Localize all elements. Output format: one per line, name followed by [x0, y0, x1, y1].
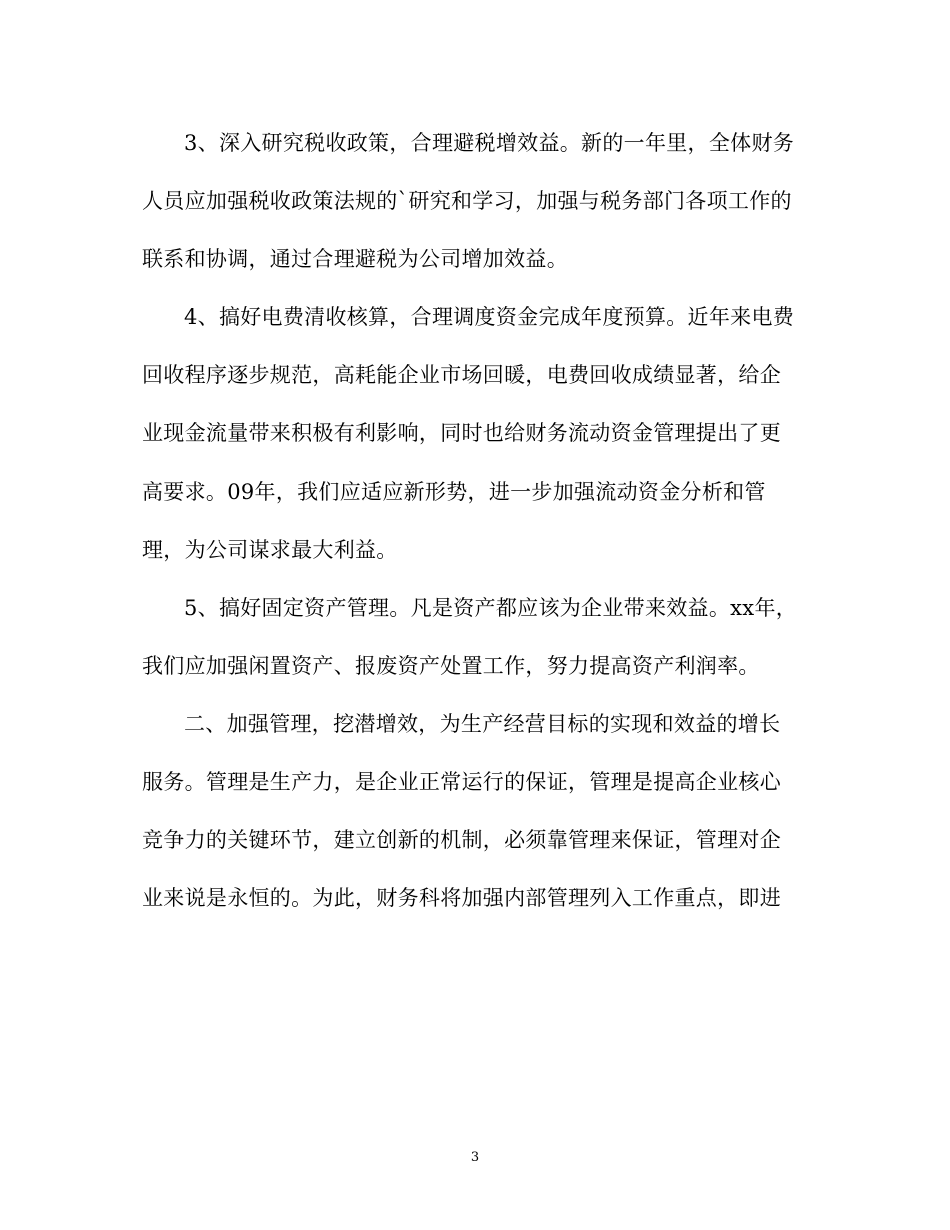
- paragraph-5-line-2: 我们应加强闲置资产、报废资产处置工作，努力提高资产利润率。: [142, 653, 760, 678]
- paragraph-4-line-4: 高要求。09年，我们应适应新形势，进一步加强流动资金分析和管: [142, 479, 766, 504]
- paragraph-5-line-1: 5、搞好固定资产管理。凡是资产都应该为企业带来效益。xx年，: [184, 595, 798, 620]
- paragraph-4-line-3: 业现金流量带来积极有利影响，同时也给财务流动资金管理提出了更: [142, 421, 781, 446]
- paragraph-3-line-3: 联系和协调，通过合理避税为公司增加效益。: [142, 247, 568, 272]
- section-2-line-1: 二、加强管理，挖潜增效，为生产经营目标的实现和效益的增长: [184, 711, 781, 736]
- section-2-line-2: 服务。管理是生产力，是企业正常运行的保证，管理是提高企业核心: [142, 770, 781, 795]
- paragraph-4-line-1: 4、搞好电费清收核算，合理调度资金完成年度预算。近年来电费: [184, 305, 795, 330]
- body-text: [142, 121, 810, 934]
- paragraph-4-line-2: 回收程序逐步规范，高耗能企业市场回暖，电费回收成绩显著，给企: [142, 363, 781, 388]
- paragraph-4-line-5: 理，为公司谋求最大利益。: [142, 537, 398, 562]
- page-number: 3: [470, 1150, 480, 1165]
- paragraph-3-line-2: 人员应加强税收政策法规的`研究和学习，加强与税务部门各项工作的: [142, 189, 792, 214]
- paragraph-3-line-1: 3、深入研究税收政策，合理避税增效益。新的一年里，全体财务: [184, 131, 795, 155]
- section-2-line-4: 业来说是永恒的。为此，财务科将加强内部管理列入工作重点，即进: [142, 886, 781, 911]
- section-2-line-3: 竞争力的关键环节，建立创新的机制，必须靠管理来保证，管理对企: [142, 828, 781, 853]
